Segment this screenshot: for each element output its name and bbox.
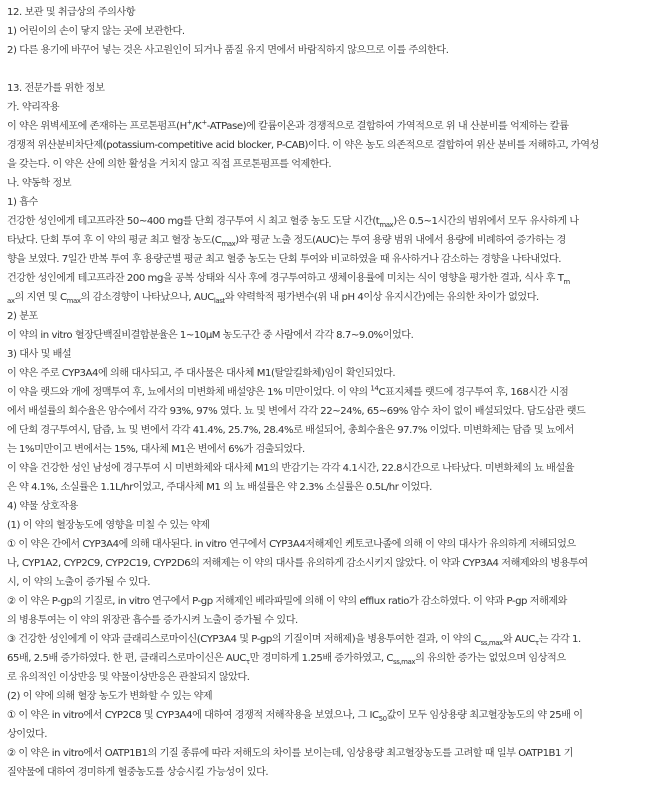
text-segment: 나, CYP1A2, CYP2C9, CYP2C19, CYP2D6의 저해제는 이 약의 대사를 유의하게 감소시키지 않았다. 이 약과 CYP3A4 저해제와의 병용투여 xyxy=(7,558,588,569)
text-line xyxy=(7,744,658,763)
text-line xyxy=(7,687,658,706)
text-line xyxy=(7,212,658,231)
text-segment: )와 평균 노출 정도(AUC)는 투여 용량 범위 내에서 용량에 비례하여 증가하는 경 xyxy=(235,235,566,246)
text-line xyxy=(7,459,658,478)
text-line xyxy=(7,440,658,459)
supscript-text: + xyxy=(186,118,193,127)
text-line xyxy=(7,174,658,193)
text-line xyxy=(7,364,658,383)
text-segment: 의 유의한 증가는 없었으며 임상적으 xyxy=(415,653,566,664)
text-segment: 3) 대사 및 배설 xyxy=(7,349,72,360)
text-segment: 2) 분포 xyxy=(7,311,38,322)
supscript-text: + xyxy=(201,118,207,127)
text-segment: ① 이 약은 in vitro에서 CYP2C8 및 CYP3A4에 대하여 경쟁적 저해작용을 보였으나, 그 IC xyxy=(7,710,379,721)
subscript-text: ss,max xyxy=(393,658,416,667)
text-line xyxy=(7,478,658,497)
text-line xyxy=(7,41,658,60)
text-segment: 에서 배설률의 회수율은 암수에서 각각 93%, 97% 였다. 뇨 및 변에서 각각 22~24%, 65~69% 암수 차이 없이 배설되었다. 담도삽관 랫드 xyxy=(7,406,586,417)
text-line xyxy=(7,573,658,592)
text-line xyxy=(7,79,658,98)
text-segment: 2) 다른 용기에 바꾸어 넣는 것은 사고원인이 되거나 품질 유지 면에서 바람직하지 않으므로 이를 주의한다. xyxy=(7,45,449,56)
text-segment: 는 각각 1. xyxy=(538,634,581,645)
text-line xyxy=(7,117,658,136)
text-line xyxy=(7,516,658,535)
text-segment: 의 감소경향이 나타났으나, AUC xyxy=(80,292,214,303)
text-segment: 을 갖는다. 이 약은 산에 의한 활성을 거치지 않고 직접 프로톤펌프를 억제한다. xyxy=(7,159,332,170)
text-segment: 는 1%미만이고 변에서는 15%, 대사체 M1은 변에서 6%가 검출되었다. xyxy=(7,444,305,455)
text-segment: 4) 약물 상호작용 xyxy=(7,501,78,512)
text-line xyxy=(7,535,658,554)
blank-line xyxy=(7,60,658,79)
text-segment: 1) 흡수 xyxy=(7,197,38,208)
text-segment: 질약물에 대하여 경미하게 혈중농도를 상승시킬 가능성이 있다. xyxy=(7,767,269,778)
text-line xyxy=(7,3,658,22)
text-line xyxy=(7,345,658,364)
text-segment: 가. 약리작용 xyxy=(7,102,60,113)
text-segment: )은 0.5~1시간의 범위에서 모두 유사하게 나 xyxy=(393,216,579,227)
text-segment: 경쟁적 위산분비차단제(potassium-competitive acid blocker, P-CAB)이다. 이 약은 농도 의존적으로 결합하여 위산 분비를 저해하고, 가역성 xyxy=(7,140,599,151)
subscript-text: max xyxy=(221,240,236,249)
text-line xyxy=(7,193,658,212)
text-segment: 값이 모두 임상용량 최고혈장농도의 약 25배 이 xyxy=(386,710,583,721)
text-line xyxy=(7,554,658,573)
text-segment: 상이었다. xyxy=(7,729,47,740)
text-segment: 로 유의적인 이상반응 및 약물이상반응은 관찰되지 않았다. xyxy=(7,672,250,683)
text-line xyxy=(7,326,658,345)
text-line xyxy=(7,22,658,41)
subscript-text: ax xyxy=(7,297,15,306)
text-line xyxy=(7,649,658,668)
text-line xyxy=(7,98,658,117)
text-line xyxy=(7,250,658,269)
subscript-text: τ xyxy=(245,658,250,667)
text-segment: ② 이 약은 P-gp의 기질로, in vitro 연구에서 P-gp 저해제인 베라파밀에 의해 이 약의 efflux ratio가 감소하였다. 이 약과 P-gp 저해제와 xyxy=(7,596,567,607)
text-line xyxy=(7,421,658,440)
text-line xyxy=(7,668,658,687)
text-segment: 시, 이 약의 노출이 증가될 수 있다. xyxy=(7,577,150,588)
text-line xyxy=(7,307,658,326)
supscript-text: 14 xyxy=(370,384,379,393)
text-segment: 65배, 2.5배 증가하였다. 한 편, 클래리스로마이신은 AUC xyxy=(7,653,246,664)
text-line xyxy=(7,155,658,174)
text-line xyxy=(7,497,658,516)
text-segment: 이 약을 랫드와 개에 정맥투여 후, 뇨에서의 미변화체 배설양은 1% 미만이었다. 이 약의 xyxy=(7,387,371,398)
text-segment: C표지체를 랫드에 경구투여 후, 168시간 시점 xyxy=(378,387,569,398)
text-line xyxy=(7,592,658,611)
text-segment: ① 이 약은 간에서 CYP3A4에 의해 대사된다. in vitro 연구에서 CYP3A4저해제인 케토코나졸에 의해 이 약의 대사가 유의하게 저해되었으 xyxy=(7,539,576,550)
text-segment: /K xyxy=(192,121,202,132)
text-line xyxy=(7,231,658,250)
text-segment: 와 AUC xyxy=(502,634,535,645)
text-segment: 건강한 성인에게 테고프라잔 200 mg을 공복 상태와 식사 후에 경구투여하고 생체이용률에 미치는 식이 영향을 평가한 결과, 식사 후 T xyxy=(7,273,564,284)
text-segment: 의 지연 및 C xyxy=(14,292,67,303)
text-segment: 나. 약동학 정보 xyxy=(7,178,72,189)
subscript-text: ss,max xyxy=(480,639,503,648)
text-segment: 와 약력학적 평가변수(위 내 pH 4이상 유지시간)에는 유의한 차이가 없었다. xyxy=(224,292,539,303)
text-segment: 13. 전문가를 위한 정보 xyxy=(7,83,105,94)
subscript-text: 50 xyxy=(378,715,387,724)
text-segment: 이 약은 위벽세포에 존재하는 프로톤펌프(H xyxy=(7,121,187,132)
text-segment: 이 약은 주로 CYP3A4에 의해 대사되고, 주 대사물은 대사체 M1(탈알킬화체)임이 확인되었다. xyxy=(7,368,396,379)
text-segment: 에 단회 경구투여시, 담즙, 뇨 및 변에서 각각 41.4%, 25.7%, 28.4%로 배설되어, 총회수율은 97.7% 이었다. 미변화체는 담즙 및 뇨에서 xyxy=(7,425,574,436)
subscript-text: last xyxy=(213,297,225,306)
text-line xyxy=(7,288,658,307)
subscript-text: τ xyxy=(534,639,539,648)
text-segment: 만 경미하게 1.25배 증가하였고, C xyxy=(249,653,394,664)
text-line xyxy=(7,383,658,402)
text-segment: 이 약의 in vitro 혈장단백질비결합분율은 1~10μM 농도구간 중 사람에서 각각 8.7~9.0%이었다. xyxy=(7,330,414,341)
text-segment: 의 병용투여는 이 약의 위장관 흡수를 증가시켜 노출이 증가될 수 있다. xyxy=(7,615,298,626)
subscript-text: max xyxy=(379,221,394,230)
text-segment: 건강한 성인에게 테고프라잔 50~400 mg를 단회 경구투여 시 최고 혈중 농도 도달 시간(t xyxy=(7,216,380,227)
text-segment: ③ 건강한 성인에게 이 약과 클래리스로마이신(CYP3A4 및 P-gp의 기질이며 저해제)을 병용투여한 결과, 이 약의 C xyxy=(7,634,481,645)
text-segment: 1) 어린이의 손이 닿지 않는 곳에 보관한다. xyxy=(7,26,185,37)
text-line xyxy=(7,402,658,421)
text-segment: -ATPase)에 칼륨이온과 경쟁적으로 결합하여 가역적으로 위 내 산분비를 억제하는 칼륨 xyxy=(206,121,569,132)
text-line xyxy=(7,763,658,782)
text-segment: 은 약 4.1%, 소실률은 1.1L/hr이었고, 주대사체 M1 의 뇨 배설률은 약 2.3% 소실률은 0.5L/hr 이었다. xyxy=(7,482,432,493)
text-line xyxy=(7,706,658,725)
text-line xyxy=(7,269,658,288)
text-line xyxy=(7,611,658,630)
subscript-text: m xyxy=(563,278,570,287)
text-segment: (2) 이 약에 의해 혈장 농도가 변화할 수 있는 약제 xyxy=(7,691,213,702)
text-segment: 이 약을 건강한 성인 남성에 경구투여 시 미변화체와 대사체 M1의 반감기는 각각 4.1시간, 22.8시간으로 나타났다. 미변화체의 뇨 배설율 xyxy=(7,463,575,474)
text-line xyxy=(7,136,658,155)
text-segment: ② 이 약은 in vitro에서 OATP1B1의 기질 종류에 따라 저해도의 차이를 보이는데, 임상용량 최고혈장농도를 고려할 때 일부 OATP1B1 기 xyxy=(7,748,574,759)
text-line xyxy=(7,725,658,744)
text-line xyxy=(7,630,658,649)
text-segment: (1) 이 약의 혈장농도에 영향을 미칠 수 있는 약제 xyxy=(7,520,210,531)
text-segment: 12. 보관 및 취급상의 주의사항 xyxy=(7,7,136,18)
subscript-text: max xyxy=(66,297,81,306)
text-segment: 향을 보였다. 7일간 반복 투여 후 용량군별 평균 최고 혈중 농도는 단회 투여와 비교하였을 때 유사하거나 감소하는 경향을 나타내었다. xyxy=(7,254,562,265)
text-segment: 타났다. 단회 투여 후 이 약의 평균 최고 혈장 농도(C xyxy=(7,235,222,246)
